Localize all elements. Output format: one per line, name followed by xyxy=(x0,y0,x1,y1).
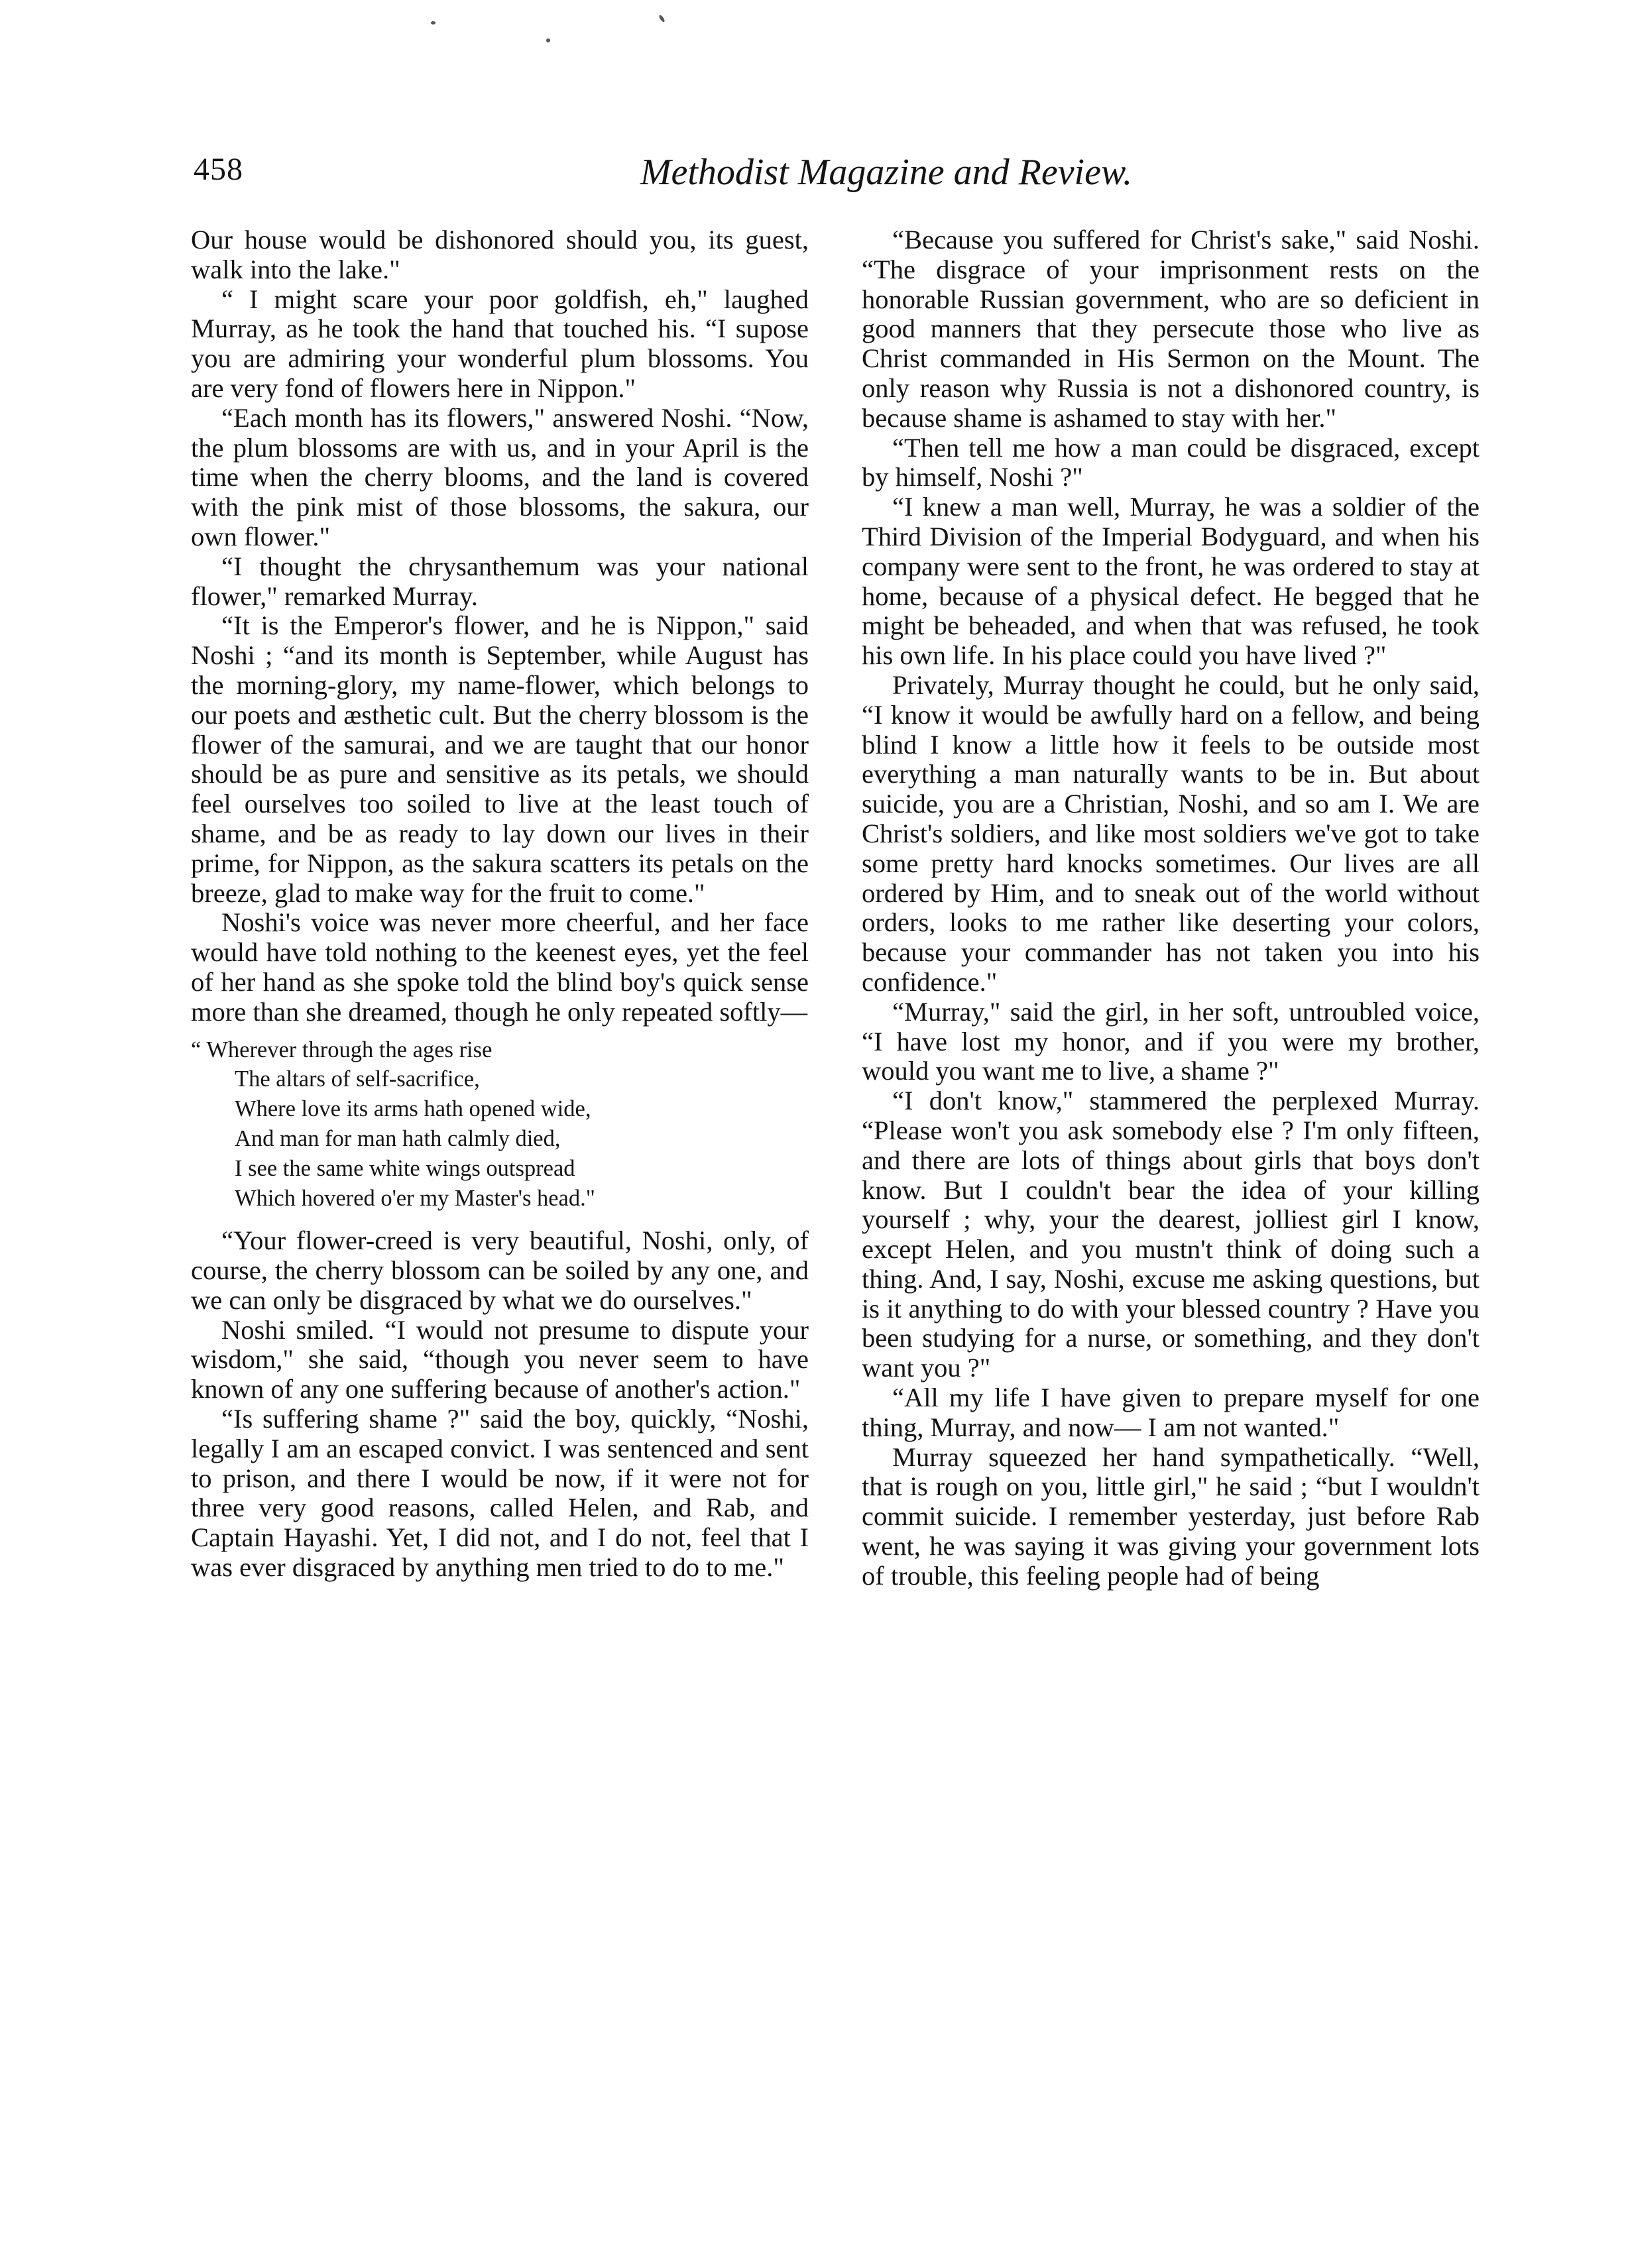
paragraph: “I thought the chrysanthemum was your national flower," remarked Murray. xyxy=(191,551,809,611)
paragraph: “I don't know," stammered the perplexed Murray. “Please won't you ask somebody else ? I'm only fifteen, and there are lots of things about girls that boys don't know. But I couldn't bear the idea of your killing yourself ; why, your the dearest, jolliest girl I know, except Helen, and you mustn't think of doing such a thing. And, I say, Noshi, excuse me asking questions, but is it anything to do with your blessed country ? Have you been studying for a nurse, or something, and they don't want you ?" xyxy=(862,1086,1480,1383)
print-speck xyxy=(546,38,550,42)
poem-line: “ Wherever through the ages rise xyxy=(191,1037,493,1062)
page-number: 458 xyxy=(194,152,243,187)
left-column xyxy=(191,225,809,1583)
running-title: Methodist Magazine and Review. xyxy=(640,152,1133,193)
paragraph: “It is the Emperor's flower, and he is Nippon," said Noshi ; “and its month is September, while August has the morning-glory, my name-flower, which belongs to our poets and æsthetic cult. But the cherry blossom is the flower of the samurai, and we are taught that our honor should be as pure and sensitive as its petals, we should feel ourselves too soiled to live at the least touch of shame, and be as ready to lay down our lives in their prime, for Nippon, as the sakura scatters its petals on the breeze, glad to make way for the fruit to come." xyxy=(191,610,809,908)
paragraph: “ I might scare your poor goldfish, eh," laughed Murray, as he took the hand that touched his. “I supose you are admiring your wonderful plum blossoms. You are very fond of flowers here in Nippon." xyxy=(191,284,809,403)
paragraph: “I knew a man well, Murray, he was a soldier of the Third Division of the Imperial Bodyguard, and when his company were sent to the front, he was ordered to stay at home, because of a physical defect. He begged that he might be beheaded, and when that was refused, he took his own life. In his place could you have lived ?" xyxy=(862,492,1480,671)
paragraph: Murray squeezed her hand sympathetically. “Well, that is rough on you, little girl," he said ; “but I wouldn't commit suicide. I remember yesterday, just before Rab went, he was saying it was giving your government lots of trouble, this feeling people had of being xyxy=(862,1442,1480,1591)
page-header xyxy=(194,151,1466,198)
poem-line: And man for man hath calmly died, xyxy=(235,1125,561,1151)
poem xyxy=(191,1035,809,1214)
paragraph: Our house would be dishonored should you, its guest, walk into the lake." xyxy=(191,225,809,284)
poem-line: Where love its arms hath opened wide, xyxy=(235,1096,591,1122)
print-speck xyxy=(431,21,436,25)
paragraph: “Your flower-creed is very beautiful, Noshi, only, of course, the cherry blossom can be soiled by any one, and we can only be disgraced by what we do ourselves." xyxy=(191,1225,809,1315)
paragraph: “Then tell me how a man could be disgraced, except by himself, Noshi ?" xyxy=(862,432,1480,492)
poem-line: Which hovered o'er my Master's head." xyxy=(235,1185,595,1211)
poem-line: The altars of self-sacrifice, xyxy=(235,1066,480,1092)
paragraph: “Murray," said the girl, in her soft, untroubled voice, “I have lost my honor, and if you were my brother, would you want me to live, a shame ?" xyxy=(862,996,1480,1086)
poem-line: I see the same white wings outspread xyxy=(235,1155,575,1181)
paragraph: “All my life I have given to prepare myself for one thing, Murray, and now— I am not wanted." xyxy=(862,1383,1480,1442)
paragraph: “Is suffering shame ?" said the boy, quickly, “Noshi, legally I am an escaped convict. I was sentenced and sent to prison, and there I would be now, if it were not for three very good reasons, called Helen, and Rab, and Captain Hayashi. Yet, I did not, and I do not, feel that I was ever disgraced by anything men tried to do to me." xyxy=(191,1404,809,1583)
print-speck xyxy=(658,15,666,23)
paragraph: Privately, Murray thought he could, but he only said, “I know it would be awfully hard on a fellow, and being blind I know a little how it feels to be outside most everything a man naturally wants to be in. But about suicide, you are a Christian, Noshi, and so am I. We are Christ's soldiers, and like most soldiers we've got to take some pretty hard knocks sometimes. Our lives are all ordered by Him, and to sneak out of the world without orders, looks to me rather like deserting your colors, because your commander has not taken you into his confidence." xyxy=(862,669,1480,997)
paragraph: “Because you suffered for Christ's sake," said Noshi. “The disgrace of your imprisonment rests on the honorable Russian government, who are so deficient in good manners that they persecute those who live as Christ commanded in His Sermon on the Mount. The only reason why Russia is not a dishonored country, is because shame is ashamed to stay with her." xyxy=(862,225,1480,433)
paragraph: “Each month has its flowers," answered Noshi. “Now, the plum blossoms are with us, and in your April is the time when the cherry blooms, and the land is covered with the pink mist of those blossoms, the sakura, our own flower." xyxy=(191,402,809,551)
paragraph: Noshi smiled. “I would not presume to dispute your wisdom," she said, “though you never seem to have known of any one suffering because of another's action." xyxy=(191,1314,809,1404)
right-column xyxy=(862,225,1480,1591)
paragraph: Noshi's voice was never more cheerful, and her face would have told nothing to the keenest eyes, yet the feel of her hand as she spoke told the blind boy's quick sense more than she dreamed, though he only repeated softly— xyxy=(191,907,809,1027)
